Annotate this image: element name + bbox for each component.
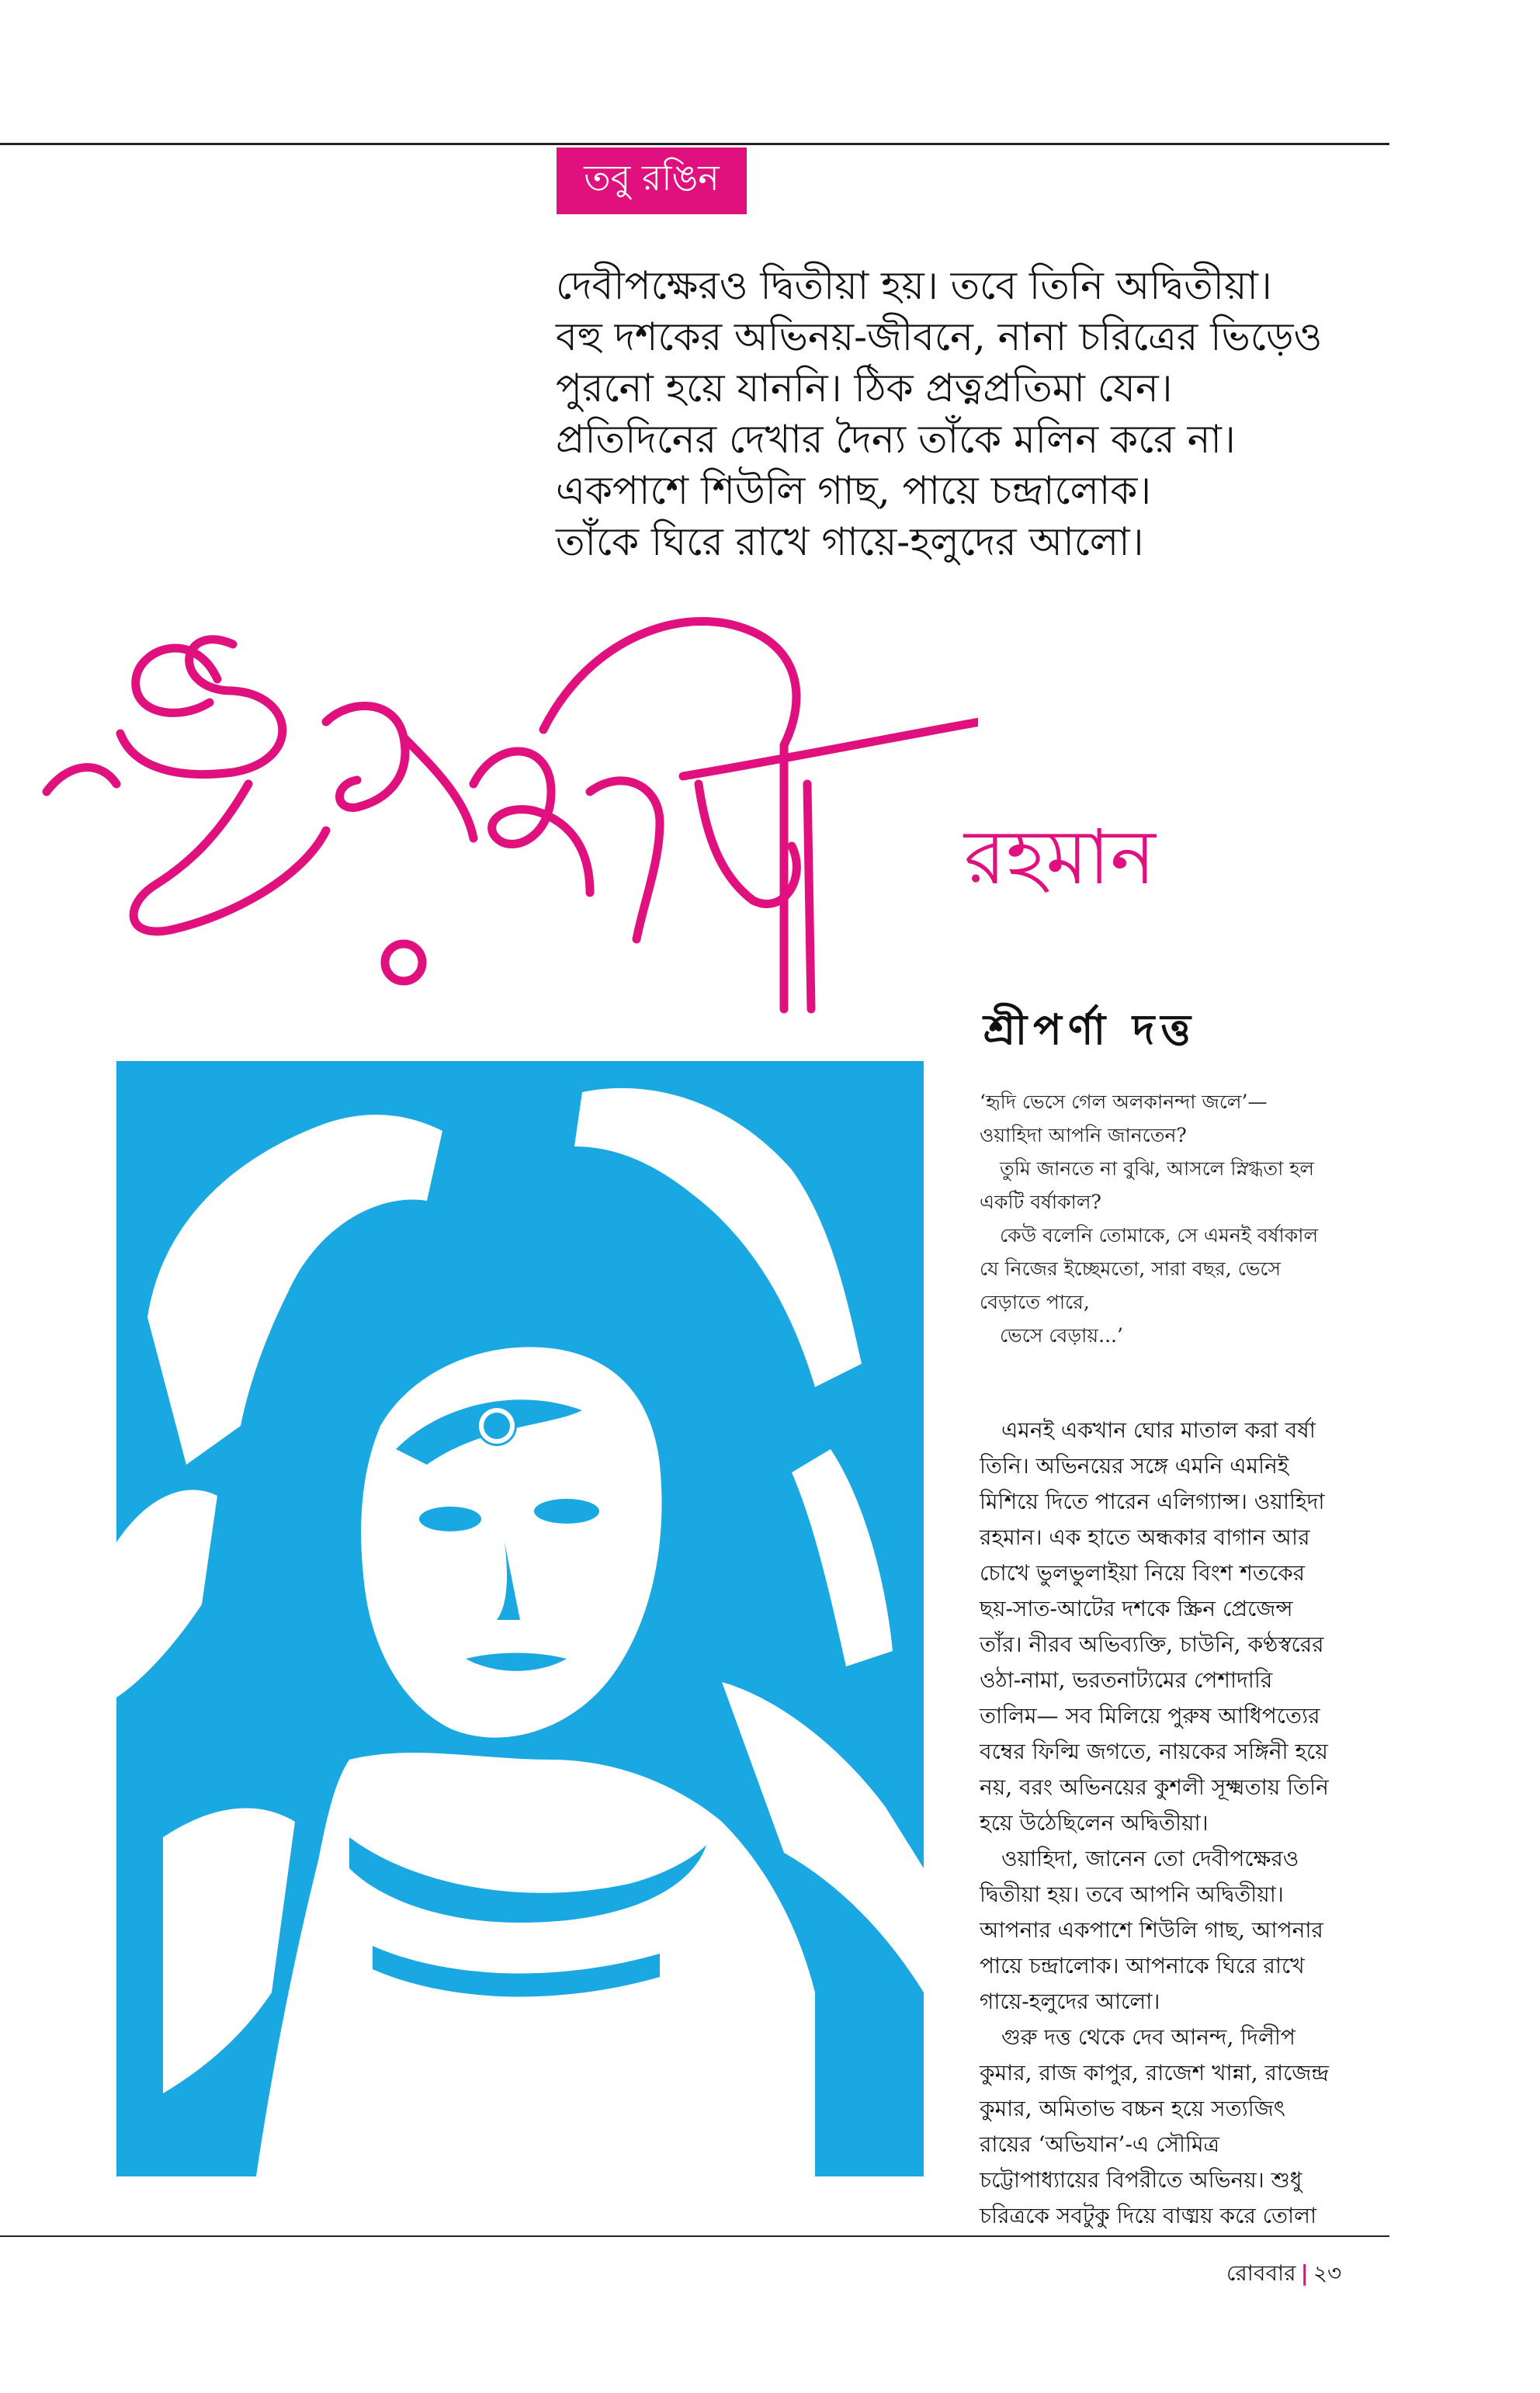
body-line: দ্বিতীয়া হয়। তবে আপনি অদ্বিতীয়া। — [980, 1881, 1284, 1907]
body-line: তাঁর। নীরব অভিব্যক্তি, চাউনি, কণ্ঠস্বরের — [980, 1632, 1324, 1657]
intro-line: বহু দশকের অভিনয়-জীবনে, নানা চরিত্রের ভিড়েও — [556, 314, 1323, 359]
body-line: রায়ের ‘অভিযান’-এ সৌমিত্র — [980, 2131, 1220, 2157]
body-line: মিশিয়ে দিতে পারেন এলিগ্যান্স। ওয়াহিদা — [980, 1489, 1325, 1514]
intro-line: প্রতিদিনের দেখার দৈন্য তাঁকে মলিন করে না। — [556, 417, 1236, 462]
article-column — [980, 1085, 1399, 2234]
opening-poem — [980, 1085, 1399, 1352]
portrait-halftone-art — [116, 1061, 924, 2176]
poem-line: একটি বর্ষাকাল? — [980, 1191, 1101, 1213]
body-line: নয়, বরং অভিনয়ের কুশলী সূক্ষ্মতায় তিনি — [980, 1774, 1329, 1800]
intro-line: দেবীপক্ষেরও দ্বিতীয়া হয়। তবে তিনি অদ্বিতীয়া। — [556, 263, 1272, 308]
bottom-rule — [0, 2235, 1389, 2237]
body-line: চোখে ভুলভুলাইয়া নিয়ে বিংশ শতকের — [980, 1560, 1306, 1586]
poem-line: কেউ বলেনি তোমাকে, সে এমনই বর্ষাকাল — [1000, 1224, 1319, 1247]
body-line: গুরু দত্ত থেকে দেব আনন্দ, দিলীপ — [1001, 2024, 1295, 2050]
body-line: হয়ে উঠেছিলেন অদ্বিতীয়া। — [980, 1810, 1209, 1836]
body-line: এমনই একখান ঘোর মাতাল করা বর্ষা — [1001, 1417, 1316, 1443]
portrait-photo — [116, 1061, 924, 2176]
poem-line: যে নিজের ইচ্ছেমতো, সারা বছর, ভেসে — [980, 1257, 1281, 1280]
poem-line: বেড়াতে পারে, — [980, 1291, 1090, 1313]
title-calligraphy-first-name — [0, 605, 978, 1040]
poem-line: ‘হৃদি ভেসে গেল অলকানন্দা জলে’— — [980, 1091, 1268, 1113]
body-line: আপনার একপাশে শিউলি গাছ, আপনার — [980, 1917, 1323, 1943]
body-line: ছয়-সাত-আটের দশকে স্ক্রিন প্রেজেন্স — [980, 1596, 1293, 1621]
article-body — [980, 1413, 1399, 2234]
body-line: গায়ে-হলুদের আলো। — [980, 1989, 1160, 2014]
author-byline: শ্রীপর্ণা দত্ত — [983, 1005, 1197, 1054]
intro-line: একপাশে শিউলি গাছ, পায়ে চন্দ্রালোক। — [556, 468, 1152, 513]
intro-line: তাঁকে ঘিরে রাখে গায়ে-হলুদের আলো। — [556, 519, 1144, 564]
body-line: কুমার, রাজ কাপুর, রাজেশ খান্না, রাজেন্দ্র — [980, 2060, 1330, 2086]
body-line: পায়ে চন্দ্রালোক। আপনাকে ঘিরে রাখে — [980, 1953, 1305, 1979]
intro-standfirst — [556, 260, 1410, 567]
body-line: বম্বের ফিল্মি জগতে, নায়কের সঙ্গিনী হয়ে — [980, 1739, 1328, 1764]
body-line: তালিম— সব মিলিয়ে পুরুষ আধিপত্যের — [980, 1703, 1320, 1729]
folio-separator: | — [1300, 2260, 1309, 2286]
calligraphy-svg — [0, 605, 978, 1040]
magazine-name: রোববার — [1226, 2260, 1296, 2286]
page-number: ২৩ — [1313, 2260, 1342, 2286]
body-line: রহমান। এক হাতে অন্ধকার বাগান আর — [980, 1524, 1310, 1550]
body-line: চট্টোপাধ্যায়ের বিপরীতে অভিনয়। শুধু — [980, 2167, 1302, 2193]
poem-line: ওয়াহিদা আপনি জানতেন? — [980, 1124, 1187, 1146]
section-tag: তবু রঙিন — [557, 147, 747, 214]
top-rule — [0, 143, 1389, 145]
body-line: চরিত্রকে সবটুকু দিয়ে বাঙ্ময় করে তোলা — [980, 2203, 1317, 2228]
poem-line: ভেসে বেড়ায়...’ — [1000, 1324, 1123, 1347]
body-line: ওঠা-নামা, ভরতনাট্যমের পেশাদারি — [980, 1667, 1273, 1693]
body-line: ওয়াহিদা, জানেন তো দেবীপক্ষেরও — [1001, 1846, 1299, 1871]
body-line: কুমার, অমিতাভ বচ্চন হয়ে সত্যজিৎ — [980, 2096, 1285, 2121]
poem-line: তুমি জানতে না বুঝি, আসলে স্নিগ্ধতা হল — [1000, 1157, 1315, 1180]
title-last-name: রহমান — [964, 813, 1156, 902]
body-line: তিনি। অভিনয়ের সঙ্গে এমনি এমনিই — [980, 1453, 1289, 1479]
intro-line: পুরনো হয়ে যাননি। ঠিক প্রত্নপ্রতিমা যেন। — [556, 366, 1173, 411]
page-folio — [1226, 2256, 1341, 2293]
